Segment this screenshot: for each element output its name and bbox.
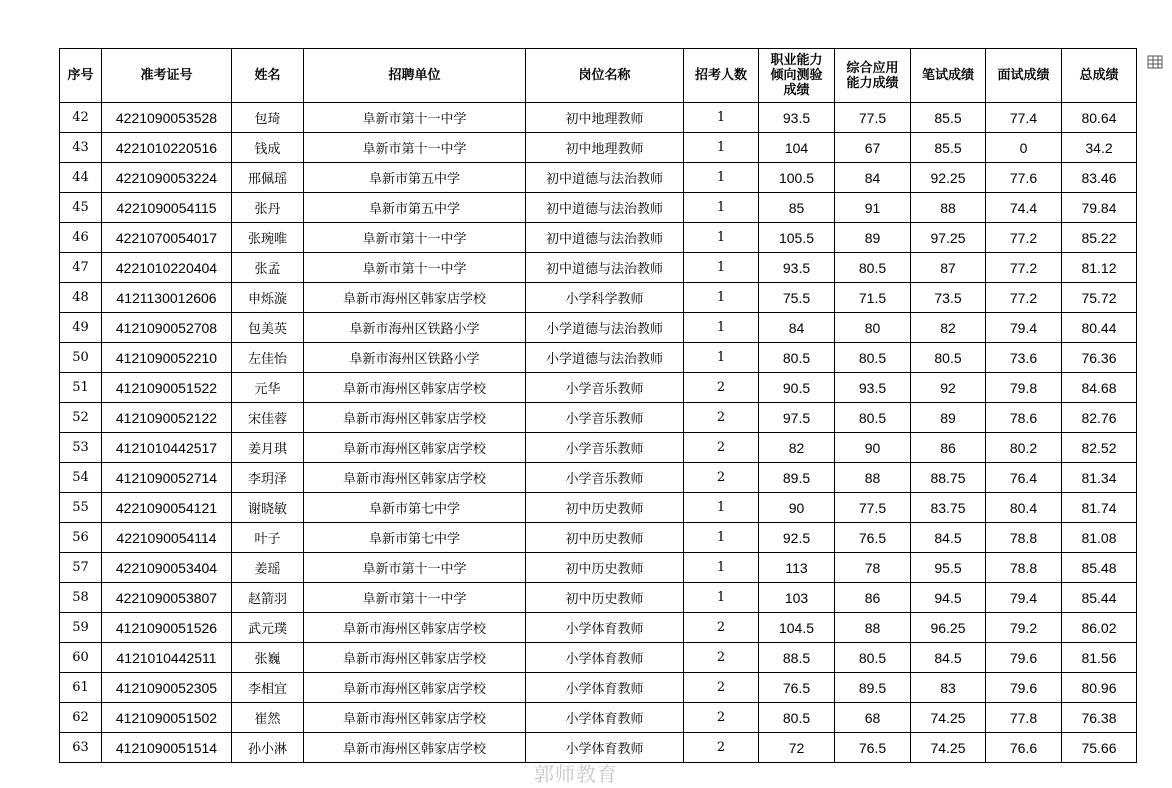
exam-id-cell: 4121090052305 <box>102 673 232 703</box>
position-name-cell: 初中地理教师 <box>526 133 684 163</box>
table-row <box>60 433 1137 463</box>
interview-score-cell: 79.4 <box>986 313 1062 343</box>
quota-cell: 2 <box>684 703 759 733</box>
aptitude-score-cell: 90 <box>759 493 835 523</box>
written-score-cell: 96.25 <box>911 613 986 643</box>
aptitude-score-cell: 85 <box>759 193 835 223</box>
quota-cell: 2 <box>684 403 759 433</box>
application-score-cell: 88 <box>835 613 911 643</box>
position-name-cell: 初中历史教师 <box>526 523 684 553</box>
candidate-name-cell: 张丹 <box>232 193 304 223</box>
written-score-cell: 95.5 <box>911 553 986 583</box>
candidate-name-cell: 张巍 <box>232 643 304 673</box>
candidate-name-cell: 谢晓敏 <box>232 493 304 523</box>
written-score-cell: 85.5 <box>911 133 986 163</box>
written-score-cell: 74.25 <box>911 703 986 733</box>
header-cell: 面试成绩 <box>986 49 1062 103</box>
exam-id-cell: 4221070054017 <box>102 223 232 253</box>
position-name-cell: 小学体育教师 <box>526 703 684 733</box>
recruiting-unit-cell: 阜新市第七中学 <box>304 493 526 523</box>
row-index-cell: 57 <box>60 553 102 583</box>
quota-cell: 2 <box>684 643 759 673</box>
table-row <box>60 193 1137 223</box>
row-index-cell: 59 <box>60 613 102 643</box>
row-index-cell: 55 <box>60 493 102 523</box>
aptitude-score-cell: 103 <box>759 583 835 613</box>
total-score-cell: 81.74 <box>1062 493 1137 523</box>
row-index-cell: 60 <box>60 643 102 673</box>
interview-score-cell: 78.8 <box>986 553 1062 583</box>
quota-cell: 2 <box>684 673 759 703</box>
exam-id-cell: 4121090051502 <box>102 703 232 733</box>
total-score-cell: 84.68 <box>1062 373 1137 403</box>
table-row <box>60 313 1137 343</box>
table-row <box>60 253 1137 283</box>
position-name-cell: 小学体育教师 <box>526 733 684 763</box>
table-row <box>60 343 1137 373</box>
position-name-cell: 小学道德与法治教师 <box>526 343 684 373</box>
aptitude-score-cell: 92.5 <box>759 523 835 553</box>
candidate-name-cell: 叶子 <box>232 523 304 553</box>
table-row <box>60 103 1137 133</box>
position-name-cell: 初中历史教师 <box>526 553 684 583</box>
recruiting-unit-cell: 阜新市海州区铁路小学 <box>304 313 526 343</box>
total-score-cell: 82.52 <box>1062 433 1137 463</box>
recruiting-unit-cell: 阜新市海州区韩家店学校 <box>304 733 526 763</box>
total-score-cell: 85.48 <box>1062 553 1137 583</box>
total-score-cell: 75.66 <box>1062 733 1137 763</box>
row-index-cell: 53 <box>60 433 102 463</box>
written-score-cell: 80.5 <box>911 343 986 373</box>
interview-score-cell: 80.4 <box>986 493 1062 523</box>
position-name-cell: 初中历史教师 <box>526 583 684 613</box>
header-cell: 岗位名称 <box>526 49 684 103</box>
row-index-cell: 49 <box>60 313 102 343</box>
total-score-cell: 76.38 <box>1062 703 1137 733</box>
aptitude-score-cell: 113 <box>759 553 835 583</box>
header-cell: 招考人数 <box>684 49 759 103</box>
position-name-cell: 小学音乐教师 <box>526 373 684 403</box>
application-score-cell: 86 <box>835 583 911 613</box>
aptitude-score-cell: 72 <box>759 733 835 763</box>
position-name-cell: 初中地理教师 <box>526 103 684 133</box>
quota-cell: 1 <box>684 133 759 163</box>
candidate-name-cell: 姜瑶 <box>232 553 304 583</box>
position-name-cell: 小学体育教师 <box>526 613 684 643</box>
quota-cell: 2 <box>684 463 759 493</box>
candidate-name-cell: 赵箭羽 <box>232 583 304 613</box>
quota-cell: 1 <box>684 523 759 553</box>
written-score-cell: 89 <box>911 403 986 433</box>
recruiting-unit-cell: 阜新市第十一中学 <box>304 223 526 253</box>
application-score-cell: 93.5 <box>835 373 911 403</box>
interview-score-cell: 74.4 <box>986 193 1062 223</box>
recruiting-unit-cell: 阜新市海州区韩家店学校 <box>304 703 526 733</box>
total-score-cell: 83.46 <box>1062 163 1137 193</box>
position-name-cell: 初中历史教师 <box>526 493 684 523</box>
interview-score-cell: 79.8 <box>986 373 1062 403</box>
aptitude-score-cell: 82 <box>759 433 835 463</box>
position-name-cell: 初中道德与法治教师 <box>526 193 684 223</box>
header-cell: 笔试成绩 <box>911 49 986 103</box>
table-row <box>60 403 1137 433</box>
row-index-cell: 47 <box>60 253 102 283</box>
recruiting-unit-cell: 阜新市第十一中学 <box>304 583 526 613</box>
quota-cell: 2 <box>684 733 759 763</box>
interview-score-cell: 77.2 <box>986 223 1062 253</box>
header-cell: 总成绩 <box>1062 49 1137 103</box>
candidate-name-cell: 姜月琪 <box>232 433 304 463</box>
recruiting-unit-cell: 阜新市第十一中学 <box>304 103 526 133</box>
exam-id-cell: 4121090052714 <box>102 463 232 493</box>
header-cell: 姓名 <box>232 49 304 103</box>
position-name-cell: 初中道德与法治教师 <box>526 163 684 193</box>
total-score-cell: 80.96 <box>1062 673 1137 703</box>
exam-id-cell: 4121090051514 <box>102 733 232 763</box>
written-score-cell: 83 <box>911 673 986 703</box>
interview-score-cell: 80.2 <box>986 433 1062 463</box>
aptitude-score-cell: 100.5 <box>759 163 835 193</box>
total-score-cell: 81.56 <box>1062 643 1137 673</box>
watermark: 郭师教育 <box>534 762 618 786</box>
table-row <box>60 583 1137 613</box>
application-score-cell: 90 <box>835 433 911 463</box>
written-score-cell: 73.5 <box>911 283 986 313</box>
aptitude-score-cell: 75.5 <box>759 283 835 313</box>
written-score-cell: 94.5 <box>911 583 986 613</box>
table-grid-icon[interactable] <box>1147 55 1163 69</box>
quota-cell: 1 <box>684 163 759 193</box>
total-score-cell: 81.12 <box>1062 253 1137 283</box>
candidate-name-cell: 元华 <box>232 373 304 403</box>
aptitude-score-cell: 88.5 <box>759 643 835 673</box>
interview-score-cell: 76.4 <box>986 463 1062 493</box>
exam-id-cell: 4121010442517 <box>102 433 232 463</box>
application-score-cell: 76.5 <box>835 733 911 763</box>
total-score-cell: 80.44 <box>1062 313 1137 343</box>
recruiting-unit-cell: 阜新市海州区韩家店学校 <box>304 283 526 313</box>
application-score-cell: 89.5 <box>835 673 911 703</box>
row-index-cell: 44 <box>60 163 102 193</box>
table-row <box>60 133 1137 163</box>
candidate-name-cell: 李玥泽 <box>232 463 304 493</box>
application-score-cell: 80.5 <box>835 343 911 373</box>
row-index-cell: 45 <box>60 193 102 223</box>
quota-cell: 1 <box>684 283 759 313</box>
exam-id-cell: 4221090054114 <box>102 523 232 553</box>
quota-cell: 2 <box>684 613 759 643</box>
total-score-cell: 85.22 <box>1062 223 1137 253</box>
recruiting-unit-cell: 阜新市海州区韩家店学校 <box>304 463 526 493</box>
application-score-cell: 68 <box>835 703 911 733</box>
table-row <box>60 463 1137 493</box>
interview-score-cell: 77.2 <box>986 253 1062 283</box>
table-row <box>60 703 1137 733</box>
candidate-name-cell: 宋佳蓉 <box>232 403 304 433</box>
candidate-name-cell: 张孟 <box>232 253 304 283</box>
position-name-cell: 小学音乐教师 <box>526 403 684 433</box>
candidate-name-cell: 包美英 <box>232 313 304 343</box>
table-row <box>60 553 1137 583</box>
application-score-cell: 89 <box>835 223 911 253</box>
recruiting-unit-cell: 阜新市第十一中学 <box>304 253 526 283</box>
exam-id-cell: 4121010442511 <box>102 643 232 673</box>
position-name-cell: 小学道德与法治教师 <box>526 313 684 343</box>
quota-cell: 1 <box>684 313 759 343</box>
quota-cell: 1 <box>684 583 759 613</box>
candidate-name-cell: 孙小淋 <box>232 733 304 763</box>
exam-id-cell: 4221010220404 <box>102 253 232 283</box>
aptitude-score-cell: 80.5 <box>759 343 835 373</box>
quota-cell: 1 <box>684 253 759 283</box>
aptitude-score-cell: 84 <box>759 313 835 343</box>
candidate-name-cell: 左佳怡 <box>232 343 304 373</box>
application-score-cell: 77.5 <box>835 103 911 133</box>
interview-score-cell: 0 <box>986 133 1062 163</box>
written-score-cell: 88.75 <box>911 463 986 493</box>
candidate-name-cell: 钱成 <box>232 133 304 163</box>
application-score-cell: 76.5 <box>835 523 911 553</box>
interview-score-cell: 78.8 <box>986 523 1062 553</box>
table-row <box>60 493 1137 523</box>
quota-cell: 2 <box>684 433 759 463</box>
table-body <box>60 103 1137 763</box>
score-table <box>59 48 1137 763</box>
interview-score-cell: 78.6 <box>986 403 1062 433</box>
candidate-name-cell: 武元璞 <box>232 613 304 643</box>
candidate-name-cell: 李相宜 <box>232 673 304 703</box>
written-score-cell: 83.75 <box>911 493 986 523</box>
written-score-cell: 97.25 <box>911 223 986 253</box>
aptitude-score-cell: 93.5 <box>759 103 835 133</box>
position-name-cell: 小学体育教师 <box>526 643 684 673</box>
quota-cell: 1 <box>684 343 759 373</box>
exam-id-cell: 4221090054115 <box>102 193 232 223</box>
written-score-cell: 87 <box>911 253 986 283</box>
quota-cell: 1 <box>684 553 759 583</box>
application-score-cell: 80.5 <box>835 253 911 283</box>
recruiting-unit-cell: 阜新市海州区韩家店学校 <box>304 403 526 433</box>
interview-score-cell: 79.4 <box>986 583 1062 613</box>
recruiting-unit-cell: 阜新市第五中学 <box>304 163 526 193</box>
candidate-name-cell: 张琬唯 <box>232 223 304 253</box>
written-score-cell: 92 <box>911 373 986 403</box>
exam-id-cell: 4121130012606 <box>102 283 232 313</box>
table-row <box>60 283 1137 313</box>
exam-id-cell: 4121090051522 <box>102 373 232 403</box>
candidate-name-cell: 邢佩瑶 <box>232 163 304 193</box>
exam-id-cell: 4221090054121 <box>102 493 232 523</box>
quota-cell: 1 <box>684 193 759 223</box>
position-name-cell: 小学科学教师 <box>526 283 684 313</box>
aptitude-score-cell: 93.5 <box>759 253 835 283</box>
row-index-cell: 61 <box>60 673 102 703</box>
written-score-cell: 88 <box>911 193 986 223</box>
position-name-cell: 初中道德与法治教师 <box>526 223 684 253</box>
interview-score-cell: 73.6 <box>986 343 1062 373</box>
application-score-cell: 88 <box>835 463 911 493</box>
recruiting-unit-cell: 阜新市海州区韩家店学校 <box>304 643 526 673</box>
total-score-cell: 81.08 <box>1062 523 1137 553</box>
recruiting-unit-cell: 阜新市第十一中学 <box>304 553 526 583</box>
written-score-cell: 82 <box>911 313 986 343</box>
interview-score-cell: 79.6 <box>986 643 1062 673</box>
application-score-cell: 80 <box>835 313 911 343</box>
row-index-cell: 42 <box>60 103 102 133</box>
application-score-cell: 80.5 <box>835 403 911 433</box>
written-score-cell: 85.5 <box>911 103 986 133</box>
application-score-cell: 80.5 <box>835 643 911 673</box>
row-index-cell: 54 <box>60 463 102 493</box>
table-row <box>60 613 1137 643</box>
row-index-cell: 56 <box>60 523 102 553</box>
recruiting-unit-cell: 阜新市海州区韩家店学校 <box>304 433 526 463</box>
written-score-cell: 86 <box>911 433 986 463</box>
total-score-cell: 81.34 <box>1062 463 1137 493</box>
application-score-cell: 71.5 <box>835 283 911 313</box>
exam-id-cell: 4221090053404 <box>102 553 232 583</box>
application-score-cell: 84 <box>835 163 911 193</box>
header-cell: 序号 <box>60 49 102 103</box>
total-score-cell: 85.44 <box>1062 583 1137 613</box>
aptitude-score-cell: 97.5 <box>759 403 835 433</box>
header-cell: 招聘单位 <box>304 49 526 103</box>
application-score-cell: 91 <box>835 193 911 223</box>
exam-id-cell: 4121090051526 <box>102 613 232 643</box>
aptitude-score-cell: 89.5 <box>759 463 835 493</box>
interview-score-cell: 77.8 <box>986 703 1062 733</box>
recruiting-unit-cell: 阜新市海州区韩家店学校 <box>304 613 526 643</box>
written-score-cell: 92.25 <box>911 163 986 193</box>
row-index-cell: 63 <box>60 733 102 763</box>
table-row <box>60 673 1137 703</box>
exam-id-cell: 4121090052708 <box>102 313 232 343</box>
recruiting-unit-cell: 阜新市第七中学 <box>304 523 526 553</box>
total-score-cell: 86.02 <box>1062 613 1137 643</box>
exam-id-cell: 4221010220516 <box>102 133 232 163</box>
row-index-cell: 52 <box>60 403 102 433</box>
aptitude-score-cell: 104 <box>759 133 835 163</box>
table-row <box>60 643 1137 673</box>
table-row <box>60 163 1137 193</box>
interview-score-cell: 77.4 <box>986 103 1062 133</box>
recruiting-unit-cell: 阜新市海州区韩家店学校 <box>304 673 526 703</box>
recruiting-unit-cell: 阜新市第十一中学 <box>304 133 526 163</box>
quota-cell: 1 <box>684 493 759 523</box>
aptitude-score-cell: 80.5 <box>759 703 835 733</box>
interview-score-cell: 77.2 <box>986 283 1062 313</box>
interview-score-cell: 79.6 <box>986 673 1062 703</box>
position-name-cell: 小学体育教师 <box>526 673 684 703</box>
table-row <box>60 373 1137 403</box>
row-index-cell: 43 <box>60 133 102 163</box>
interview-score-cell: 79.2 <box>986 613 1062 643</box>
total-score-cell: 75.72 <box>1062 283 1137 313</box>
application-score-cell: 67 <box>835 133 911 163</box>
table-row <box>60 523 1137 553</box>
header-cell: 综合应用能力成绩 <box>835 49 911 103</box>
application-score-cell: 77.5 <box>835 493 911 523</box>
header-cell: 准考证号 <box>102 49 232 103</box>
written-score-cell: 74.25 <box>911 733 986 763</box>
interview-score-cell: 77.6 <box>986 163 1062 193</box>
exam-id-cell: 4121090052122 <box>102 403 232 433</box>
total-score-cell: 79.84 <box>1062 193 1137 223</box>
aptitude-score-cell: 105.5 <box>759 223 835 253</box>
row-index-cell: 48 <box>60 283 102 313</box>
position-name-cell: 小学音乐教师 <box>526 463 684 493</box>
recruiting-unit-cell: 阜新市第五中学 <box>304 193 526 223</box>
position-name-cell: 初中道德与法治教师 <box>526 253 684 283</box>
application-score-cell: 78 <box>835 553 911 583</box>
written-score-cell: 84.5 <box>911 523 986 553</box>
quota-cell: 1 <box>684 223 759 253</box>
interview-score-cell: 76.6 <box>986 733 1062 763</box>
candidate-name-cell: 包琦 <box>232 103 304 133</box>
row-index-cell: 50 <box>60 343 102 373</box>
exam-id-cell: 4221090053807 <box>102 583 232 613</box>
table-row <box>60 223 1137 253</box>
total-score-cell: 80.64 <box>1062 103 1137 133</box>
quota-cell: 2 <box>684 373 759 403</box>
candidate-name-cell: 申烁漩 <box>232 283 304 313</box>
aptitude-score-cell: 90.5 <box>759 373 835 403</box>
row-index-cell: 62 <box>60 703 102 733</box>
aptitude-score-cell: 104.5 <box>759 613 835 643</box>
total-score-cell: 82.76 <box>1062 403 1137 433</box>
total-score-cell: 34.2 <box>1062 133 1137 163</box>
row-index-cell: 51 <box>60 373 102 403</box>
table-header-row <box>60 49 1137 103</box>
exam-id-cell: 4221090053224 <box>102 163 232 193</box>
total-score-cell: 76.36 <box>1062 343 1137 373</box>
position-name-cell: 小学音乐教师 <box>526 433 684 463</box>
row-index-cell: 58 <box>60 583 102 613</box>
recruiting-unit-cell: 阜新市海州区铁路小学 <box>304 343 526 373</box>
exam-id-cell: 4221090053528 <box>102 103 232 133</box>
exam-id-cell: 4121090052210 <box>102 343 232 373</box>
quota-cell: 1 <box>684 103 759 133</box>
written-score-cell: 84.5 <box>911 643 986 673</box>
row-index-cell: 46 <box>60 223 102 253</box>
header-cell: 职业能力倾向测验成绩 <box>759 49 835 103</box>
recruiting-unit-cell: 阜新市海州区韩家店学校 <box>304 373 526 403</box>
candidate-name-cell: 崔然 <box>232 703 304 733</box>
aptitude-score-cell: 76.5 <box>759 673 835 703</box>
